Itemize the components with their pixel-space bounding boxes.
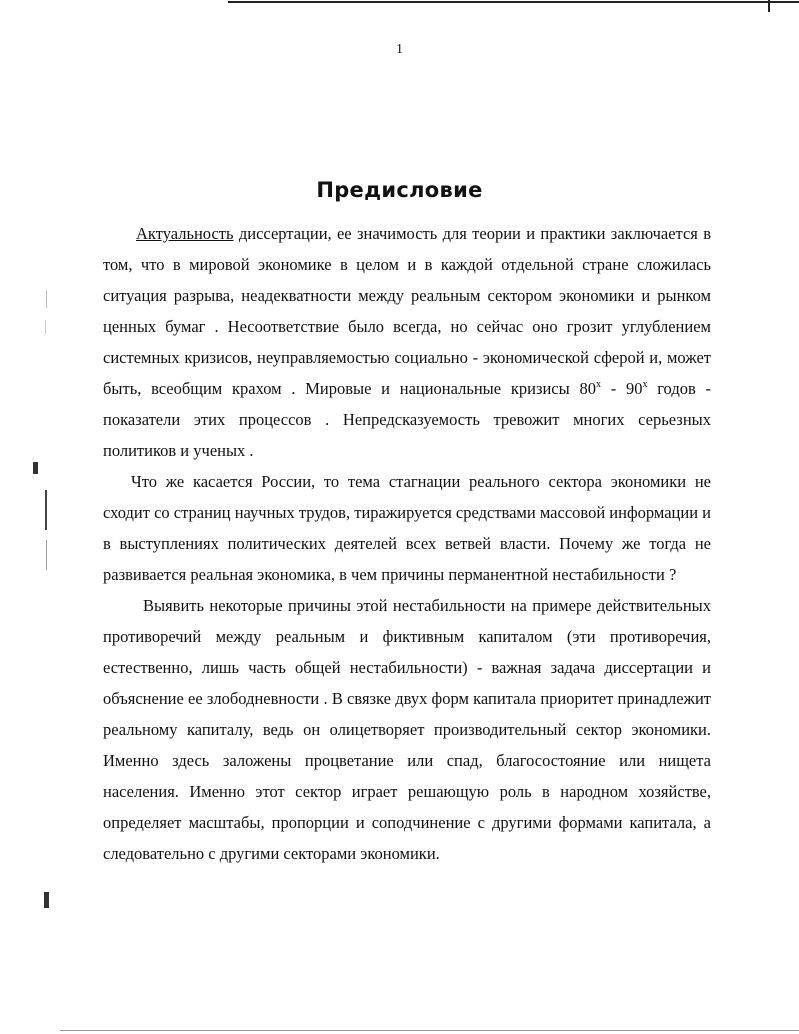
paragraph-text: диссертации, ее значимость для теории и практики заключается в том, что в мировой экономике в целом и в каждой отдельной стране сложилась ситуация разрыва, неадекватности между реальным сектором экономики и рынком ценных бумаг . Несоответствие было всегда, но сейчас оно грозит углублением системных кризисов, неуправляемостью социально - экономической сферой и, может быть, всеобщим крахом . Мировые и национальные кризисы 80 — [103, 224, 711, 398]
scan-edge-top — [228, 1, 799, 3]
underlined-term: Актуальность — [136, 224, 234, 243]
paragraph-relevance — [103, 218, 711, 466]
scan-edge-bottom — [60, 1030, 799, 1031]
paragraph-russia: Что же касается России, то тема стагнации реального сектора экономики не сходит со страниц научных трудов, тиражируется средствами массовой информации и в выступлениях политических деятелей всех ветвей власти. Почему же тогда не развивается реальная экономика, в чем причины перманентной нестабильности ? — [103, 472, 711, 584]
paragraph-goal: Выявить некоторые причины этой нестабильности на примере действительных противоречий между реальным и фиктивным капиталом (эти противоречия, естественно, лишь часть общей нестабильности) - важная задача диссертации и объяснение ее злободневности . В связке двух форм капитала приоритет принадлежит реальному капиталу, ведь он олицетворяет производительный сектор экономики. Именно здесь заложены процветание или спад, благосостояние или нищета населения. Именно этот сектор играет решающую роль в народном хозяйстве, определяет масштабы, пропорции и соподчинение с другими формами капитала, а следовательно с другими секторами экономики. — [103, 596, 711, 863]
binding-marks — [30, 290, 54, 590]
binding-mark-lower — [44, 892, 49, 908]
paragraph-text: - 90 — [600, 379, 643, 398]
document-body — [103, 218, 711, 869]
paragraph-text: годов - показатели этих процессов . Непредсказуемость тревожит многих серьезных политиков и ученых . — [103, 379, 712, 460]
scan-edge-tick — [768, 0, 770, 12]
page-title: Предисловие — [316, 178, 483, 202]
superscript: х — [642, 379, 648, 390]
superscript: х — [595, 379, 601, 390]
page-number: 1 — [396, 42, 403, 57]
